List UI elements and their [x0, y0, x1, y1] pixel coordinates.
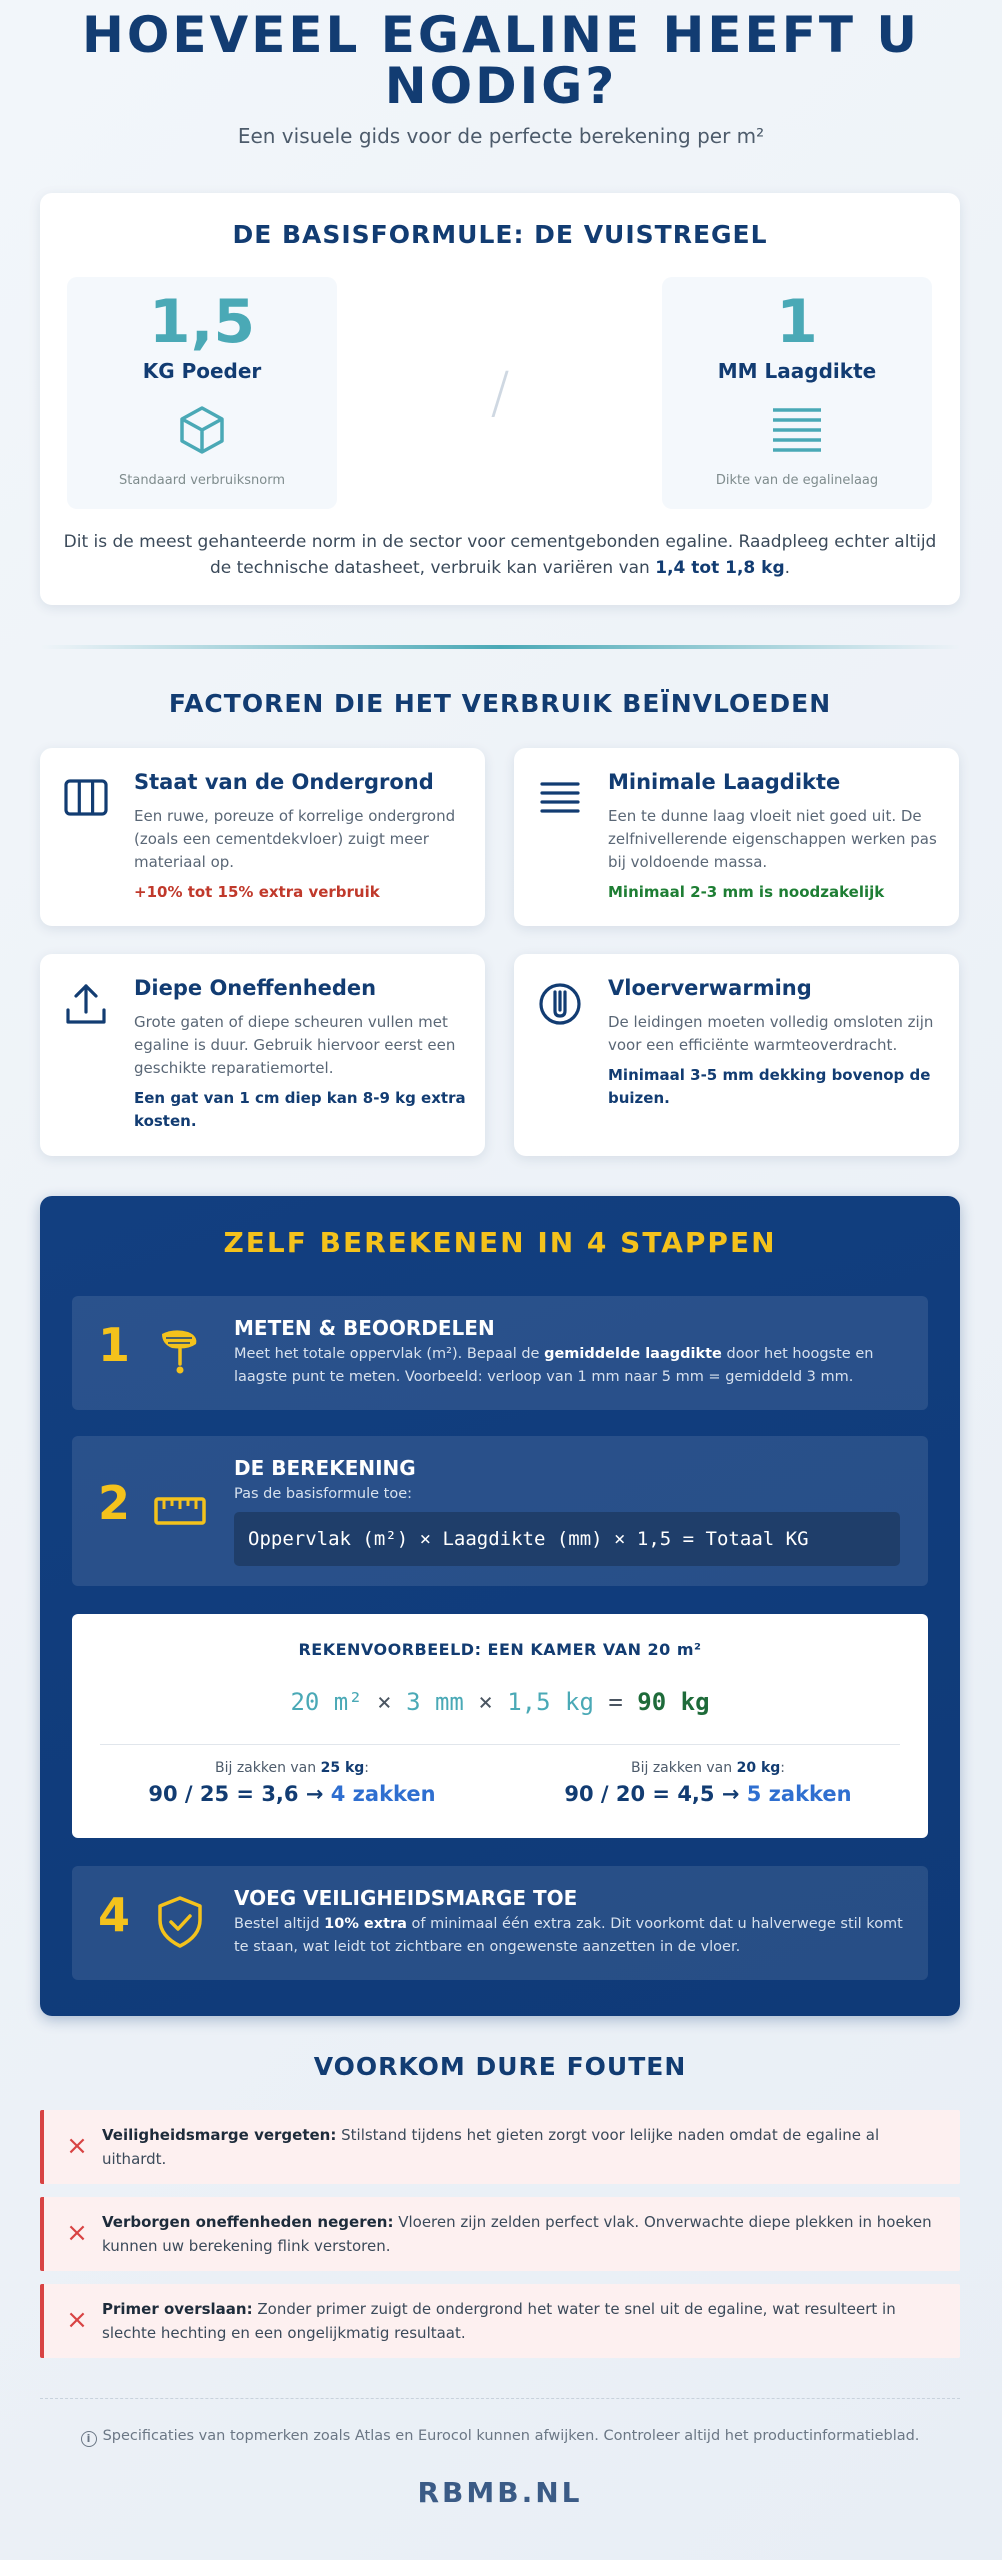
step-4: [72, 1866, 928, 1980]
stat-thickness-value: 1: [776, 287, 818, 357]
close-icon: ×: [66, 2131, 88, 2161]
factor-card-vloerverwarming: [514, 954, 959, 1156]
stat-thickness-caption: Dikte van de egalinelaag: [715, 473, 879, 488]
factor-title: Diepe Oneffenheden: [134, 976, 377, 1000]
page-subtitle: Een visuele gids voor de perfecte berekening per m²: [237, 124, 765, 148]
steps-title: ZELF BEREKENEN IN 4 STAPPEN: [223, 1226, 777, 1259]
step-text: Pas de basisformule toe:: [234, 1486, 413, 1502]
mistake-item: × Primer overslaan: Zonder primer zuigt de ondergrond het water te snel uit de egaline, wat resulteert in slechte hechting en een ongelijkmatig resultaat.: [40, 2284, 960, 2358]
factor-highlight: +10% tot 15% extra verbruik: [134, 883, 380, 901]
footer-divider: [40, 2398, 960, 2399]
mistake-item: × Verborgen oneffenheden negeren: Vloeren zijn zelden perfect vlak. Onverwachte diepe plekken in hoeken kunnen uw berekening flink verstoren.: [40, 2197, 960, 2271]
factor-text: De leidingen moeten volledig omsloten zijn voor een efficiënte warmteoverdracht.: [608, 1013, 934, 1054]
stat-powder-unit: KG Poeder: [142, 359, 262, 383]
example-title: REKENVOORBEELD: EEN KAMER VAN 20 m²: [298, 1640, 702, 1659]
factor-text: Een ruwe, poreuze of korrelige ondergrond (zoals een cementdekvloer) zuigt meer materiaal op.: [134, 807, 456, 871]
basis-note: Dit is de meest gehanteerde norm in de sector voor cementgebonden egaline. Raadpleeg echter altijd de technische datasheet, verbruik kan variëren van 1,4 tot 1,8 kg.: [63, 532, 937, 578]
factor-highlight: Minimaal 3-5 mm dekking bovenop de buizen.: [608, 1066, 931, 1107]
basis-title: DE BASISFORMULE: DE VUISTREGEL: [232, 220, 768, 249]
step-1: [72, 1296, 928, 1410]
factor-title: Vloerverwarming: [608, 976, 812, 1000]
factors-title: FACTOREN DIE HET VERBRUIK BEÏNVLOEDEN: [168, 689, 832, 718]
basis-formula-card: [40, 193, 960, 605]
heating-icon: [536, 980, 584, 1028]
shield-check-icon: [152, 1894, 208, 1950]
brand-logo[interactable]: RBMB.NL: [417, 2476, 583, 2509]
steps-panel: [40, 1196, 960, 2016]
step-number: 2: [97, 1476, 130, 1530]
page-title: HOEVEEL EGALINE HEEFT U NODIG?: [82, 6, 920, 115]
factor-card-laagdikte: [514, 748, 959, 926]
formula-box: Oppervlak (m²) × Laagdikte (mm) × 1,5 = Totaal KG: [234, 1512, 900, 1566]
factor-text: Een te dunne laag vloeit niet goed uit. De zelfnivellerende eigenschappen werken pas bij voldoende massa.: [608, 807, 937, 871]
stat-powder-caption: Standaard verbruiksnorm: [119, 473, 285, 488]
example-bags-25: Bij zakken van 25 kg: 90 / 25 = 3,6 → 4 zakken: [148, 1760, 436, 1806]
cube-icon: [174, 402, 230, 458]
step-head: METEN & BEOORDELEN: [234, 1316, 495, 1340]
example-divider: [100, 1744, 900, 1745]
formula-divider: /: [490, 361, 510, 426]
basis-note-range: 1,4 tot 1,8 kg: [655, 558, 785, 578]
trowel-icon: [152, 1324, 208, 1380]
step-text: Meet het totale oppervlak (m²). Bepaal de gemiddelde laagdikte door het hoogste en laagste punt te meten. Voorbeeld: verloop van 1 mm naar 5 mm = gemiddeld 3 mm.: [234, 1346, 874, 1385]
step-number: 1: [97, 1318, 130, 1372]
factor-text: Grote gaten of diepe scheuren vullen met egaline is duur. Gebruik hiervoor eerst een geschikte reparatiemortel.: [134, 1013, 456, 1077]
step-2: [72, 1436, 928, 1586]
factor-card-oneffenheden: [40, 954, 485, 1156]
step-head: VOEG VEILIGHEIDSMARGE TOE: [234, 1886, 578, 1910]
info-icon: i: [81, 2431, 97, 2447]
factor-card-ondergrond: [40, 748, 485, 926]
mistakes-title: VOORKOM DURE FOUTEN: [313, 2052, 687, 2081]
factor-title: Minimale Laagdikte: [608, 770, 841, 794]
stat-powder: [67, 277, 337, 509]
lines-icon: [536, 774, 584, 822]
mistake-item: × Veiligheidsmarge vergeten: Stilstand tijdens het gieten zorgt voor lelijke naden omdat de egaline al uithardt.: [40, 2110, 960, 2184]
section-divider: [40, 645, 960, 649]
layers-icon: [769, 402, 825, 458]
close-icon: ×: [66, 2218, 88, 2248]
example-formula: 20 m² × 3 mm × 1,5 kg = 90 kg: [290, 1688, 710, 1716]
footer-note: i Specificaties van topmerken zoals Atlas en Eurocol kunnen afwijken. Controleer altijd het productinformatieblad.: [40, 2428, 960, 2447]
example-card: [72, 1614, 928, 1838]
stat-thickness: [662, 277, 932, 509]
stat-powder-value: 1,5: [148, 287, 256, 357]
step-number: 4: [97, 1888, 130, 1942]
columns-icon: [62, 774, 110, 822]
factor-title: Staat van de Ondergrond: [134, 770, 434, 794]
ruler-icon: [152, 1483, 208, 1539]
example-bags-20: Bij zakken van 20 kg: 90 / 20 = 4,5 → 5 zakken: [564, 1760, 852, 1806]
step-text: Bestel altijd 10% extra of minimaal één extra zak. Dit voorkomt dat u halverwege stil komt te staan, wat leidt tot zichtbare en ongewenste aanzetten in de vloer.: [234, 1916, 903, 1955]
close-icon: ×: [66, 2305, 88, 2335]
factor-highlight: Een gat van 1 cm diep kan 8-9 kg extra kosten.: [134, 1089, 466, 1130]
example-result: 90 kg: [637, 1688, 710, 1716]
stat-thickness-unit: MM Laagdikte: [717, 359, 877, 383]
step-head: DE BEREKENING: [234, 1456, 416, 1480]
factor-highlight: Minimaal 2-3 mm is noodzakelijk: [608, 883, 885, 901]
upload-icon: [62, 980, 110, 1028]
